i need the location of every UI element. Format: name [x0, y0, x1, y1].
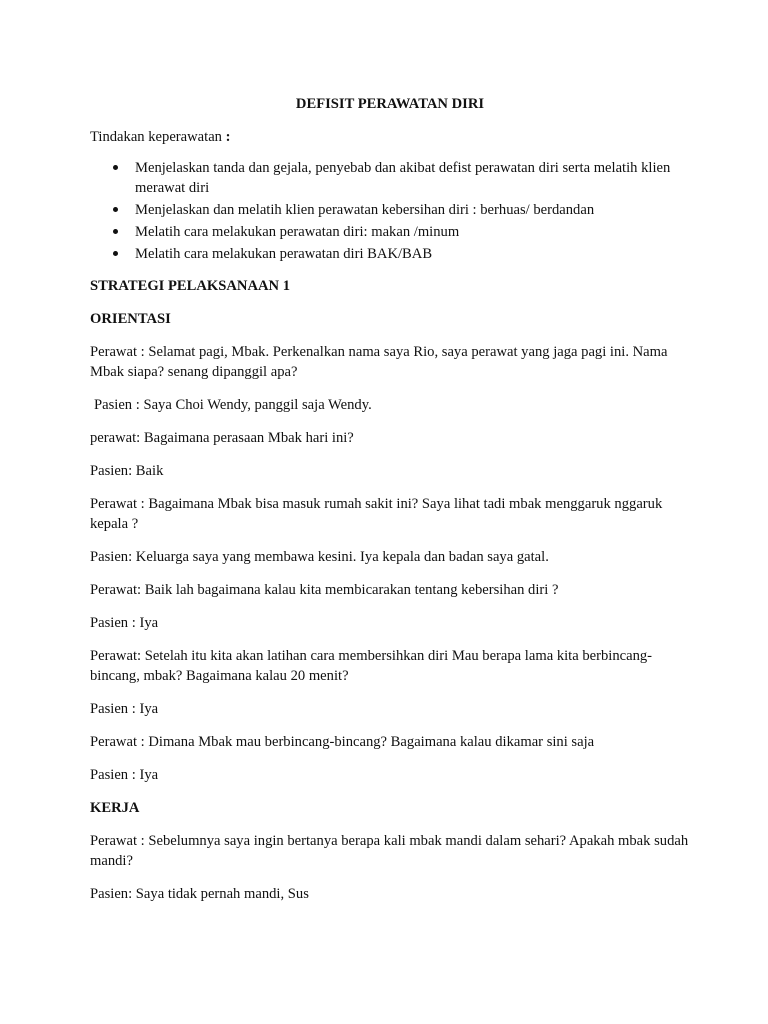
list-item-text: Melatih cara melakukan perawatan diri: makan /minum — [135, 224, 460, 240]
intro-line — [90, 127, 690, 147]
list-item-text: Menjelaskan dan melatih klien perawatan kebersihan diri : berhuas/ berdandan — [135, 202, 595, 218]
dialog-line: Perawat: Setelah itu kita akan latihan cara membersihkan diri Mau berapa lama kita berbincang-bincang, mbak? Bagaimana kalau 20 menit? — [90, 648, 653, 684]
orientation-heading: ORIENTASI — [90, 311, 171, 327]
bullet-icon — [113, 165, 118, 170]
intro-colon: : — [225, 129, 231, 145]
bullet-icon — [113, 229, 118, 234]
document-title: DEFISIT PERAWATAN DIRI — [295, 96, 485, 112]
dialog-line: Perawat : Dimana Mbak mau berbincang-bincang? Bagaimana kalau dikamar sini saja — [90, 734, 595, 750]
list-item — [135, 244, 690, 264]
dialog-line: Pasien : Iya — [90, 615, 159, 631]
bullet-icon — [113, 207, 118, 212]
work-heading: KERJA — [90, 800, 140, 816]
document-body — [90, 94, 690, 917]
dialog-line: Pasien : Iya — [90, 701, 159, 717]
action-list — [90, 158, 690, 264]
bullet-icon — [113, 251, 118, 256]
dialog-line: Pasien : Iya — [90, 767, 159, 783]
list-item-text: Menjelaskan tanda dan gejala, penyebab dan akibat defist perawatan diri serta melatih klien merawat diri — [135, 160, 671, 196]
list-item — [135, 222, 690, 242]
dialog-line: Pasien: Keluarga saya yang membawa kesini. Iya kepala dan badan saya gatal. — [90, 549, 549, 565]
list-item — [135, 200, 690, 220]
list-item-text: Melatih cara melakukan perawatan diri BAK/BAB — [135, 246, 433, 262]
dialog-line: Pasien : Saya Choi Wendy, panggil saja Wendy. — [94, 397, 372, 413]
intro-label: Tindakan keperawatan — [90, 129, 226, 145]
strategy-heading: STRATEGI PELAKSANAAN 1 — [90, 278, 291, 294]
dialog-line: Perawat: Baik lah bagaimana kalau kita membicarakan tentang kebersihan diri ? — [90, 582, 559, 598]
dialog-line: Perawat : Sebelumnya saya ingin bertanya berapa kali mbak mandi dalam sehari? Apakah mbak sudah mandi? — [90, 833, 689, 869]
dialog-line: perawat: Bagaimana perasaan Mbak hari ini? — [90, 430, 354, 446]
dialog-line: Pasien: Baik — [90, 463, 164, 479]
dialog-line: Perawat : Selamat pagi, Mbak. Perkenalkan nama saya Rio, saya perawat yang jaga pagi ini. Nama Mbak siapa? senang dipanggil apa? — [90, 344, 668, 380]
list-item — [135, 158, 690, 198]
dialog-line: Pasien: Saya tidak pernah mandi, Sus — [90, 886, 309, 902]
dialog-line: Perawat : Bagaimana Mbak bisa masuk rumah sakit ini? Saya lihat tadi mbak menggaruk nggaruk kepala ? — [90, 496, 663, 532]
